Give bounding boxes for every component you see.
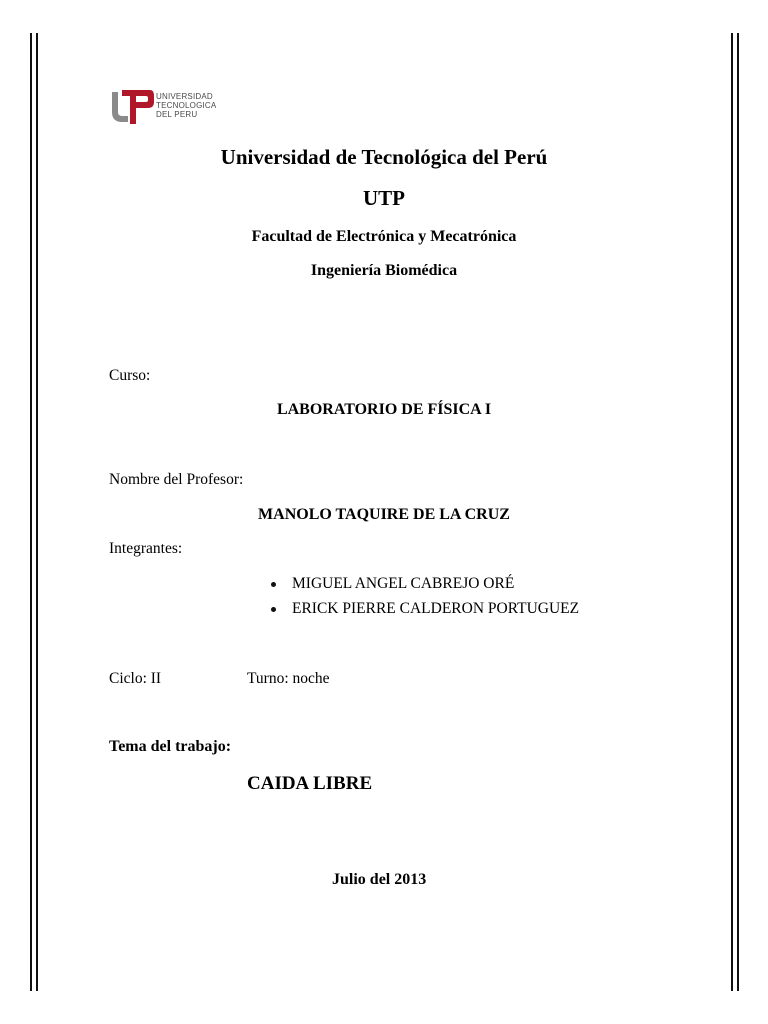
members-label: Integrantes:: [109, 540, 183, 557]
university-acronym: UTP: [363, 186, 405, 210]
professor-name: MANOLO TAQUIRE DE LA CRUZ: [258, 506, 510, 523]
bullet-icon: [271, 582, 276, 587]
course-value: LABORATORIO DE FÍSICA I: [276, 401, 492, 418]
cycle-text: Ciclo: II: [109, 670, 162, 687]
utp-logo: [110, 86, 228, 128]
logo-text-line: UNIVERSIDAD: [156, 92, 213, 101]
shift-text: Turno: noche: [247, 670, 330, 687]
professor-label: Nombre del Profesor:: [109, 471, 244, 488]
logo-text-line: DEL PERU: [156, 110, 198, 119]
course-label: Curso:: [109, 367, 151, 384]
bullet-icon: [271, 607, 276, 612]
topic-label: Tema del trabajo:: [109, 738, 232, 755]
utp-logo-icon: [110, 86, 154, 126]
faculty-name: Facultad de Electrónica y Mecatrónica: [251, 228, 517, 245]
date-text: Julio del 2013: [332, 871, 427, 888]
member-item: MIGUEL ANGEL CABREJO ORÉ: [292, 575, 515, 592]
logo-text: [156, 92, 216, 119]
university-title: Universidad de Tecnológica del Perú: [220, 145, 548, 169]
member-item: ERICK PIERRE CALDERON PORTUGUEZ: [292, 600, 580, 617]
logo-text-line: TECNOLOGICA: [156, 101, 217, 110]
topic-title: CAIDA LIBRE: [247, 773, 373, 794]
career-name: Ingeniería Biomédica: [310, 262, 458, 279]
